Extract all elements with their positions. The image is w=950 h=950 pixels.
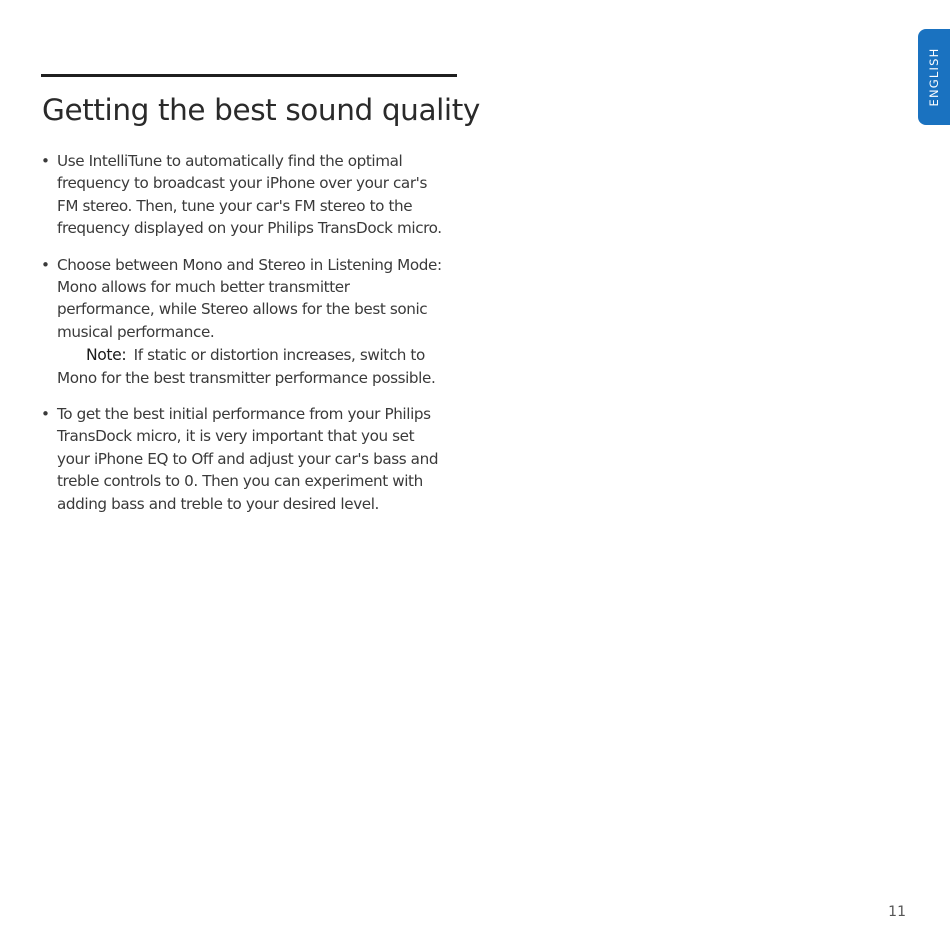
bullet-dot: • (41, 405, 50, 424)
note-label: Note: (86, 346, 127, 365)
bullet-dot: • (41, 255, 50, 274)
language-label: ENGLISH (927, 47, 941, 107)
title-rule (41, 74, 457, 77)
language-tab (918, 29, 950, 125)
tips-list (41, 150, 451, 515)
tip-item-intellitune (41, 150, 451, 240)
note (57, 344, 451, 389)
tip-item-eq-settings (41, 403, 451, 515)
tip-text: To get the best initial performance from your Philips TransDock micro, it is very important that you set your iPhone EQ to Off and adjust your car's bass and treble controls to 0. Then you can experiment with adding bass and treble to your desired level. (57, 405, 439, 513)
tip-item-listening-mode (41, 254, 451, 389)
page-title: Getting the best sound quality (42, 93, 480, 127)
note-text: If static or distortion increases, switch to Mono for the best transmitter performance possible. (57, 346, 436, 387)
tip-text: Use IntelliTune to automatically find the optimal frequency to broadcast your iPhone over your car's FM stereo. Then, tune your car's FM stereo to the frequency displayed on your Philips TransDock micro. (57, 152, 442, 238)
page-number: 11 (888, 904, 906, 920)
tip-text: Choose between Mono and Stereo in Listening Mode: Mono allows for much better transmitter performance, while Stereo allows for the best sonic musical performance. (57, 255, 442, 341)
bullet-dot: • (41, 152, 50, 170)
